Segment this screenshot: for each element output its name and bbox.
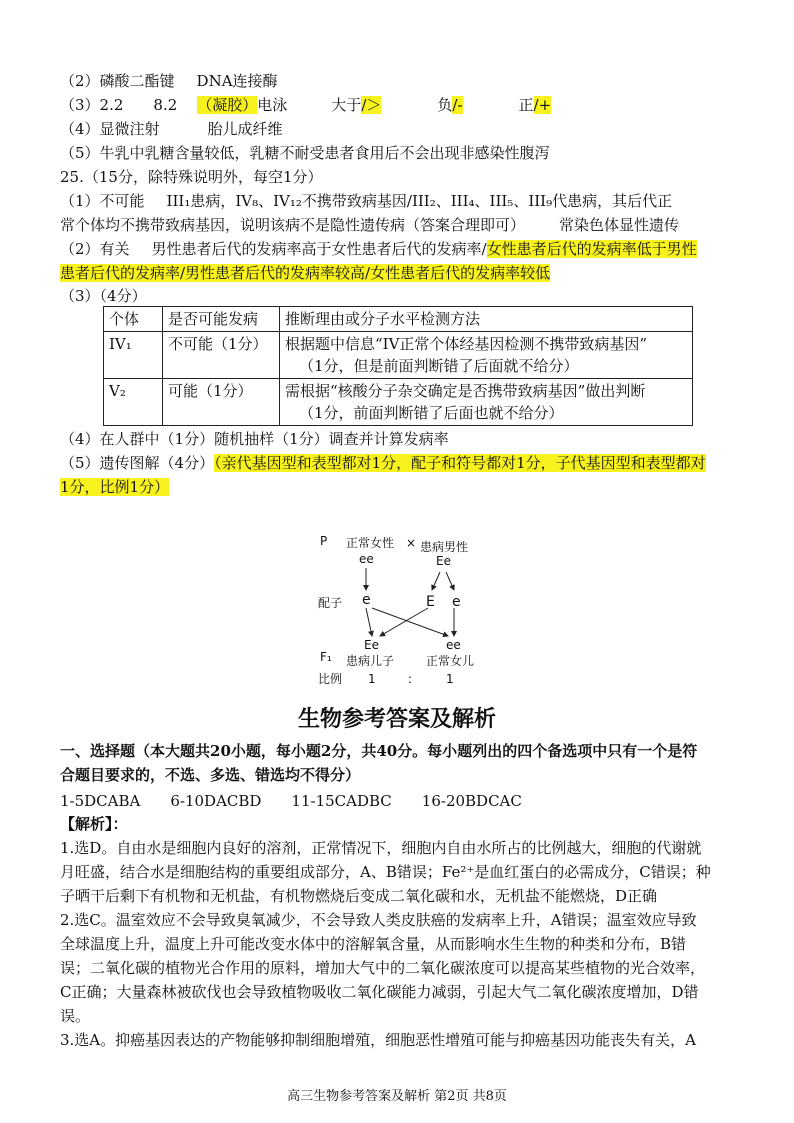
highlight: /- — [452, 96, 463, 114]
text: 常个体均不携带致病基因，说明该病不是隐性遗传病（答案合理即可） — [60, 216, 526, 234]
highlight: （亲代基因型和表型都对1分，配子和符号都对1分，子代基因型和表型都对 — [214, 454, 706, 472]
text: 胎儿成纤维 — [207, 120, 283, 138]
genetic-diagram — [300, 528, 500, 688]
table-row — [104, 332, 693, 379]
child-phenotype: 正常女儿 — [426, 654, 475, 668]
child-genotype: Ee — [364, 638, 379, 652]
cell-line: （1分，前面判断错了后面也就不给分） — [299, 404, 564, 422]
text: DNA连接酶 — [196, 72, 278, 90]
table-cell: 可能（1分） — [163, 379, 280, 426]
explanation-line: 月旺盛，结合水是细胞结构的重要组成部分，A、B错误；Fe²⁺是血红蛋白的必需成分，C错误；种 — [60, 863, 711, 881]
answer-line — [60, 118, 283, 140]
answer-table — [103, 306, 693, 426]
gamete: e — [362, 592, 371, 608]
cell-line: 需根据“核酸分子杂交确定是否携带致病基因”做出判断 — [285, 382, 646, 400]
table-header: 推断理由或分子水平检测方法 — [280, 307, 693, 332]
text: 大于 — [331, 96, 362, 114]
answer-key: 1-5DCABA 6-10DACBD 11-15CADBC 16-20BDCAC — [60, 792, 522, 810]
ratio-value: 1 — [446, 672, 454, 686]
ratio-label: 比例 — [318, 672, 343, 686]
gamete: e — [452, 594, 461, 610]
table-cell: IV₁ — [104, 332, 163, 379]
text: III₁患病，IV₈、IV₁₂不携带致病基因/III₂、III₄、III₅、III₉代患病，其后代正 — [166, 192, 673, 210]
text: 常染色体显性遗传 — [559, 216, 680, 234]
cross-symbol: × — [406, 536, 417, 550]
explanation-line: C正确；大量森林被砍伐也会导致植物吸收二氧化碳能力减弱，引起大气二氧化碳浓度增加，D错 — [60, 983, 699, 1001]
ratio-value: 1 — [368, 672, 376, 686]
parent-phenotype: 患病男性 — [420, 540, 469, 554]
text: （1）不可能 — [60, 192, 145, 210]
text: 男性患者后代的发病率高于女性患者后代的发病率/ — [151, 240, 487, 258]
explanation-line: 3.选A。抑癌基因表达的产物能够抑制细胞增殖，细胞恶性增殖可能与抑癌基因功能丧失有关，A — [60, 1031, 696, 1049]
gamete-label: 配子 — [318, 596, 343, 610]
answer-line — [60, 214, 679, 236]
child-phenotype: 患病儿子 — [346, 654, 395, 668]
table-cell — [280, 332, 693, 379]
page-footer: 高三生物参考答案及解析 第2页 共8页 — [287, 1089, 507, 1104]
table-row — [104, 379, 693, 426]
parent-genotype: ee — [359, 552, 374, 566]
answer-line: （3）（4分） — [60, 287, 147, 305]
arrow — [372, 608, 448, 636]
explanation-line: 全球温度上升，温度上升可能改变水体中的溶解氧含量，从而影响水生生物的种类和分布，B错 — [60, 935, 687, 953]
table-cell: V₂ — [104, 379, 163, 426]
explanation-line: 误；二氧化碳的植物光合作用的原料，增加大气中的二氧化碳浓度可以提高某些植物的光合效率， — [60, 959, 706, 977]
highlight: 女性患者后代的发病率低于男性 — [486, 240, 697, 258]
explanation-line: 2.选C。温室效应不会导致臭氧减少，不会导致人类皮肤癌的发病率上升，A错误；温室效应导致 — [60, 911, 697, 929]
table-header: 个体 — [104, 307, 163, 332]
parent-genotype: Ee — [436, 554, 451, 568]
answer-line: （4）在人群中（1分）随机抽样（1分）调查并计算发病率 — [60, 430, 449, 448]
explanation-line: 子晒干后剩下有机物和无机盐，有机物燃烧后变成二氧化碳和水，无机盐不能燃烧，D正确 — [60, 887, 658, 905]
explanation-line: 1.选D。自由水是细胞内良好的溶剂，正常情况下，细胞内自由水所占的比例越大，细胞的代谢就 — [60, 839, 702, 857]
parent-phenotype: 正常女性 — [346, 536, 395, 550]
answer-line — [60, 70, 278, 92]
highlight: 1分，比例1分） — [60, 478, 170, 496]
highlight: /+ — [533, 96, 552, 114]
generation-label: F₁ — [320, 650, 332, 664]
answer-line — [60, 476, 169, 498]
table-header: 是否可能发病 — [163, 307, 280, 332]
section-title: 生物参考答案及解析 — [297, 707, 496, 732]
analysis-label: 【解析】： — [60, 815, 128, 833]
text: （4）显微注射 — [60, 120, 160, 138]
text: 正 — [518, 96, 534, 114]
text: 电泳 — [257, 96, 288, 114]
section-heading: 合题目要求的，不选、多选、错选均不得分） — [60, 766, 361, 784]
child-genotype: ee — [446, 638, 461, 652]
cell-line: （1分，但是前面判断错了后面就不给分） — [299, 357, 579, 375]
arrow — [380, 608, 428, 636]
highlight: 患者后代的发病率/男性患者后代的发病率较高/女性患者后代的发病率较低 — [60, 264, 551, 282]
arrow — [432, 572, 440, 590]
table-cell: 不可能（1分） — [163, 332, 280, 379]
answer-line — [60, 94, 551, 116]
question-heading: 25.（15分，除特殊说明外，每空1分） — [60, 168, 323, 186]
text: （3）2.2 — [60, 96, 124, 114]
answer-line — [60, 190, 672, 212]
answer-line — [60, 238, 697, 260]
answer-line — [60, 262, 550, 284]
gamete: E — [426, 594, 435, 610]
section-heading: 一、选择题（本大题共20小题，每小题2分，共40分。每小题列出的四个备选项中只有一个是符 — [60, 742, 698, 760]
highlight: （凝胶） — [197, 96, 258, 114]
answer-line — [60, 452, 706, 474]
text: （2）磷酸二酯键 — [60, 72, 175, 90]
text: 8.2 — [153, 96, 178, 114]
generation-label: P — [320, 534, 328, 548]
text: （2）有关 — [60, 240, 130, 258]
arrow — [366, 608, 372, 636]
cell-line: 根据题中信息“IV正常个体经基因检测不携带致病基因” — [285, 335, 648, 353]
text: 负 — [437, 96, 453, 114]
arrow — [446, 572, 454, 590]
answer-line: （5）牛乳中乳糖含量较低，乳糖不耐受患者食用后不会出现非感染性腹泻 — [60, 144, 550, 162]
table-cell — [280, 379, 693, 426]
table-header-row — [104, 307, 693, 332]
ratio-separator: : — [408, 672, 413, 686]
highlight: /＞ — [361, 96, 382, 114]
text: （5）遗传图解（4分） — [60, 454, 215, 472]
explanation-line: 误。 — [60, 1007, 91, 1025]
